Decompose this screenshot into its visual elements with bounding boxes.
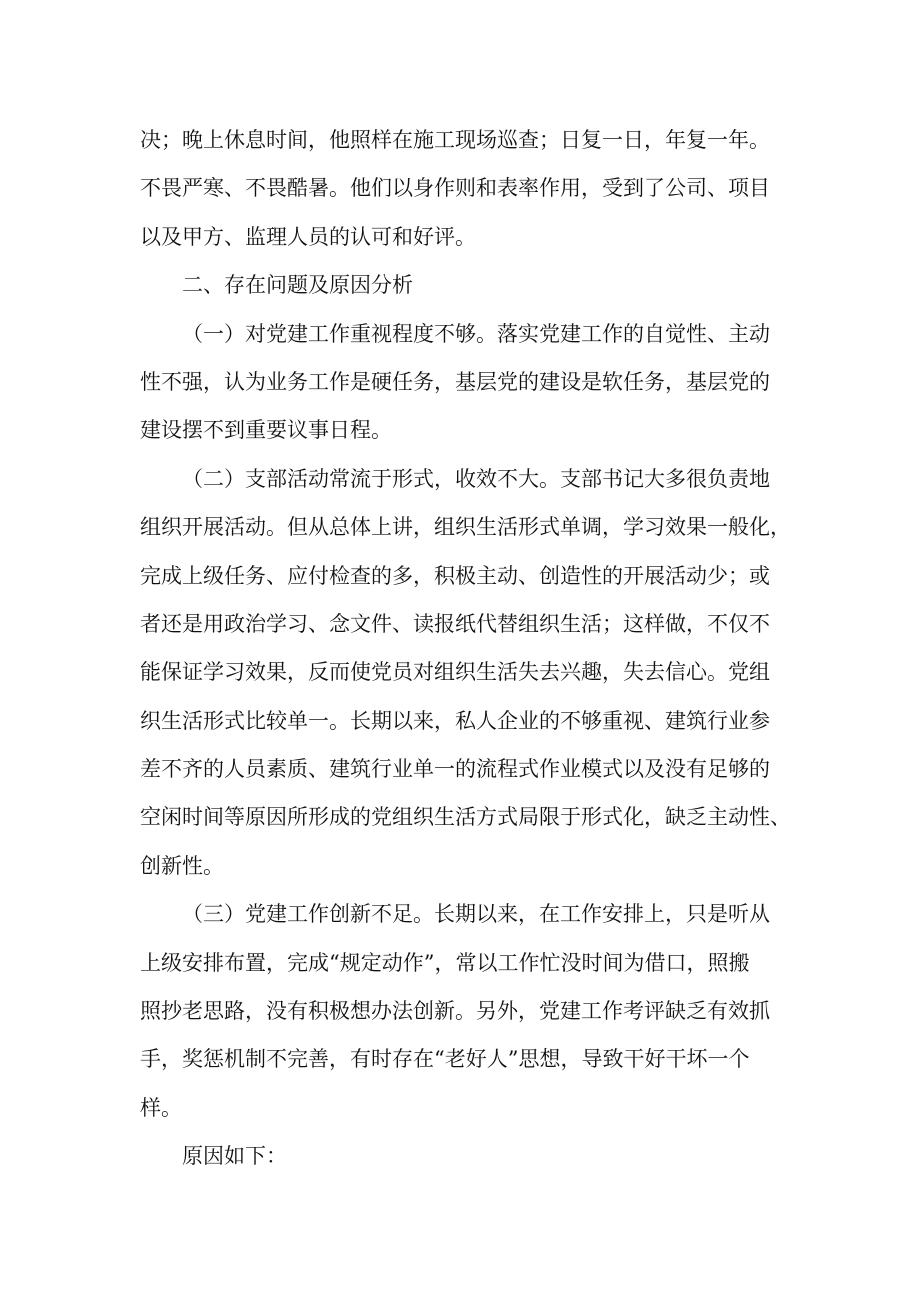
paragraph-line: 上级安排布置，完成“规定动作”，常以工作忙没时间为借口，照搬	[140, 950, 750, 975]
paragraph-line: 建设摆不到重要议事日程。	[140, 418, 392, 443]
paragraph-line: 以及甲方、监理人员的认可和好评。	[140, 224, 476, 249]
paragraph-line: 样。	[140, 1095, 182, 1120]
section-heading: 二、存在问题及原因分析	[182, 273, 413, 298]
paragraph-line: 照抄老思路，没有积极想办法创新。另外，党建工作考评缺乏有效抓	[140, 999, 770, 1024]
paragraph-line: 不畏严寒、不畏酷暑。他们以身作则和表率作用，受到了公司、项目	[140, 176, 770, 201]
paragraph-line: 原因如下：	[182, 1144, 287, 1169]
paragraph-line: 性不强，认为业务工作是硬任务，基层党的建设是软任务，基层党的	[140, 369, 770, 394]
paragraph-line: （三）党建工作创新不足。长期以来，在工作安排上，只是听从	[182, 902, 770, 927]
paragraph-line: 创新性。	[140, 853, 224, 878]
paragraph-line: 能保证学习效果，反而使党员对组织生活失去兴趣，失去信心。党组	[140, 660, 770, 685]
paragraph-line: 者还是用政治学习、念文件、读报纸代替组织生活；这样做，不仅不	[140, 611, 770, 636]
paragraph-line: 决；晚上休息时间，他照样在施工现场巡查；日复一日，年复一年。	[140, 128, 770, 152]
paragraph-line: （一）对党建工作重视程度不够。落实党建工作的自觉性、主动	[182, 321, 770, 346]
document-body	[140, 116, 800, 1181]
paragraph-line: 手，奖惩机制不完善，有时存在“老好人”思想，导致干好干坏一个	[140, 1047, 750, 1072]
paragraph-line: （二）支部活动常流于形式，收效不大。支部书记大多很负责地	[182, 466, 770, 491]
paragraph-line: 完成上级任务、应付检查的多，积极主动、创造性的开展活动少；或	[140, 563, 770, 588]
paragraph-line: 组织开展活动。但从总体上讲，组织生活形式单调，学习效果一般化，	[140, 515, 791, 540]
paragraph-line: 空闲时间等原因所形成的党组织生活方式局限于形式化，缺乏主动性、	[140, 805, 791, 830]
paragraph-line: 织生活形式比较单一。长期以来，私人企业的不够重视、建筑行业参	[140, 708, 770, 733]
paragraph-line: 差不齐的人员素质、建筑行业单一的流程式作业模式以及没有足够的	[140, 757, 770, 782]
